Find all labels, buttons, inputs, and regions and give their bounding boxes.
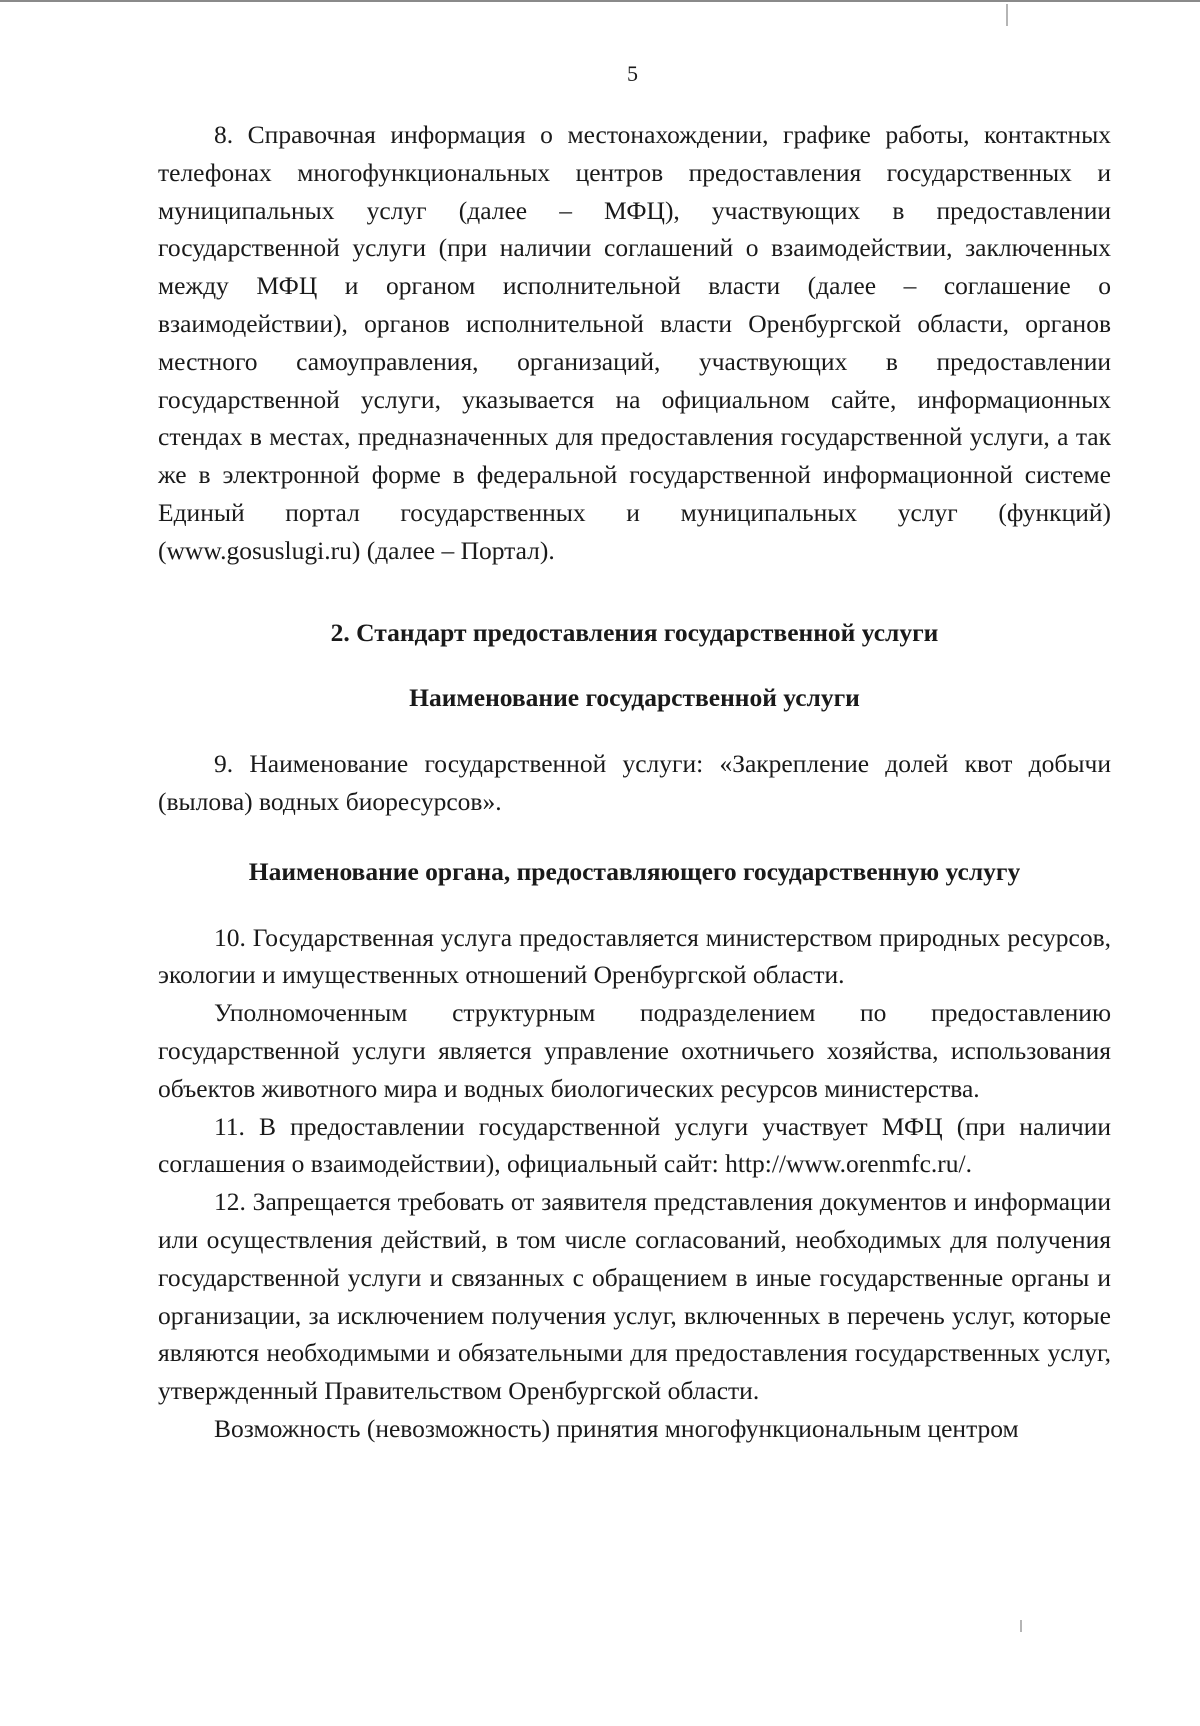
subheading-service-name: Наименование государственной услуги xyxy=(409,683,860,713)
scan-mark-top xyxy=(1006,4,1008,26)
scan-mark-bottom xyxy=(1020,1620,1022,1632)
paragraph-11: 11. В предоставлении государственной услуги участвует МФЦ (при наличии соглашения о взаимодействии), официальный сайт: http://www.orenmfc.ru/. xyxy=(158,1111,1111,1179)
spacer xyxy=(158,821,1111,853)
document-body xyxy=(158,116,1111,1448)
spacer xyxy=(158,651,1111,679)
paragraph-9: 9. Наименование государственной услуги: «Закрепление долей квот добычи (вылова) водных биоресурсов». xyxy=(158,749,1111,816)
paragraph-10: 10. Государственная услуга предоставляется министерством природных ресурсов, экологии и имущественных отношений Оренбургской области. xyxy=(158,922,1111,990)
paragraph-12: 12. Запрещается требовать от заявителя представления документов и информации или осуществления действий, в том числе согласований, необходимых для получения государственной услуги и связанных с обращением в иные государственные органы и организации, за исключением получения услуг, включенных в перечень услуг, которые являются необходимыми и обязательными для предоставления государственных услуг, утвержденный Правительством Оренбургской области. xyxy=(158,1187,1111,1406)
scan-top-edge xyxy=(0,0,1200,2)
spacer xyxy=(158,570,1111,614)
spacer xyxy=(158,717,1111,745)
subheading-authority-name: Наименование органа, предоставляющего государственную услугу xyxy=(248,856,1021,886)
paragraph-12-continued: Возможность (невозможность) принятия многофункциональным центром xyxy=(214,1413,1019,1443)
page-number: 5 xyxy=(627,61,638,86)
spacer xyxy=(158,891,1111,919)
section-heading: 2. Стандарт предоставления государственной услуги xyxy=(330,617,939,647)
paragraph-10-continued: Уполномоченным структурным подразделением по предоставлению государственной услуги является управление охотничьего хозяйства, использования объектов животного мира и водных биологических ресурсов министерства. xyxy=(158,998,1111,1103)
paragraph-8: 8. Справочная информация о местонахождении, графике работы, контактных телефонах многофункциональных центров предоставления государственных и муниципальных услуг (далее – МФЦ), участвующих в предоставлении государственной услуги (при наличии соглашений о взаимодействии, заключенных между МФЦ и органом исполнительной власти (далее – соглашение о взаимодействии), органов исполнительной власти Оренбургской области, органов местного самоуправления, организаций, участвующих в предоставлении государственной услуги, указывается на официальном сайте, информационных стендах в местах, предназначенных для предоставления государственной услуги, а так же в электронной форме в федеральной государственной информационной системе Единый портал государственных и муниципальных услуг (функций) (www.gosuslugi.ru) (далее – Портал). xyxy=(158,120,1111,565)
